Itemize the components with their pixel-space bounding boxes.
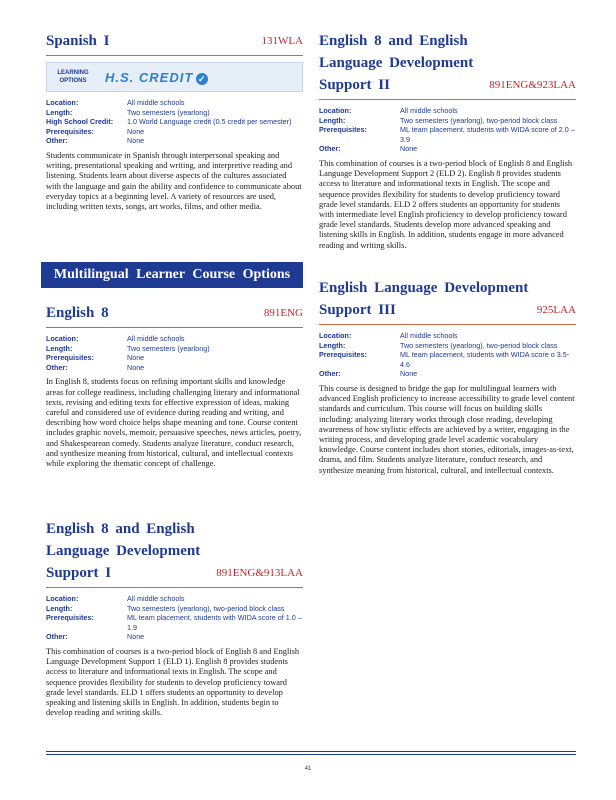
meta-label: Other: [319,369,341,379]
course-description: Students communicate in Spanish through interpersonal speaking and writing, presentational speaking and writing, and interpretive reading and listening. Students learn about diverse aspects of the cultures associated with the language and gain the ability and confidence to communicate about everyday topics at a beginning level. A variety of resources are used, including written texts, songs, art works, films, and other media. [46,150,302,211]
course-header [319,277,576,325]
meta-value: Two semesters (yearlong) [127,343,210,353]
meta-value: All middle schools [127,98,185,107]
meta-label: Location: [46,98,79,107]
course-code: 891ENG&923LAA [489,79,576,91]
meta-label: Length: [46,603,73,613]
meta-label: Other: [46,362,68,372]
course-description: This combination of courses is a two-period block of English 8 and English Language Development Support 1 (ELD 1). English 8 provides students access to literature and informational texts in English. The scope and sequence provides flexibility for students to develop proficiency toward grade level standards. ELD 1 offers students an opportunity to develop speaking and listening skills in English. In addition, students begin to develop reading and writing skills. [46,646,300,718]
course-header [319,30,576,100]
meta-value: None [127,632,145,642]
course-meta [46,334,303,372]
meta-value: None [127,353,145,363]
meta-label: Location: [46,334,79,343]
meta-label: Prerequisites: [46,613,94,623]
meta-value: 1.0 World Language credit (0.5 credit per semester) [127,117,292,127]
meta-value: None [127,126,145,136]
meta-value: Two semesters (yearlong), two-period block class [400,115,558,125]
meta-label: Prerequisites: [319,125,367,135]
course-code: 891ENG&913LAA [216,567,303,579]
meta-value: None [400,144,418,154]
course-eld-1 [46,518,303,718]
course-header [46,302,303,328]
course-spanish-1 [46,30,303,212]
hs-credit-badge [105,70,208,85]
meta-label: Other: [46,136,68,146]
meta-value: All middle schools [400,106,458,115]
meta-value: All middle schools [400,331,458,340]
course-title: English 8 and English Language Development Support II [319,33,474,93]
course-code: 891ENG [263,307,303,319]
meta-label: Prerequisites: [319,350,367,360]
course-eld-2 [319,30,576,251]
learning-options-bar [46,62,303,92]
course-header [46,30,303,56]
meta-value: None [400,369,418,379]
course-title: English 8 [46,305,109,321]
footer-rule [46,754,576,755]
course-english-8 [46,302,303,469]
meta-label: Location: [319,331,352,340]
course-description: This combination of courses is a two-period block of English 8 and English Language Development Support 2 (ELD 2). English 8 provides students access to literature and informational texts in English. The scope and sequence provides flexibility for students to develop proficiency toward grade level standards. ELD 2 offers students an opportunity for students with intermediate level English proficiency to develop proficiency toward grade level standards. Students develop more advanced speaking and listening skills in English. In addition, students engage in more advanced reading and writing skills. [319,158,573,250]
meta-label: Prerequisites: [46,353,94,363]
meta-label: Location: [46,594,79,603]
meta-value: ML team placement, students with WIDA score o 3.5-4.6 [400,350,570,369]
meta-value: All middle schools [127,594,185,603]
meta-value: Two semesters (yearlong) [127,107,210,117]
meta-value: ML team placement, students with WIDA score of 2.0 – 3.9 [400,125,575,144]
meta-label: Length: [46,107,73,117]
credit-check-icon: ✓ [198,73,207,84]
course-meta [46,98,303,146]
course-header [46,518,303,588]
meta-value: None [127,362,145,372]
meta-label: Other: [319,144,341,154]
section-banner: Multilingual Learner Course Options [41,262,303,288]
meta-label: Prerequisites: [46,126,94,136]
footer-rule [46,751,576,752]
meta-label: Length: [319,115,346,125]
hs-credit-label: H.S. CREDIT [105,69,194,85]
meta-value: All middle schools [127,334,185,343]
course-title: Spanish I [46,33,110,49]
course-description: This course is designed to bridge the gap for multilingual learners with advanced English proficiency to increase accessibility to grade level content standards and curriculum. This course will focus on building skills including: analyzing literary works through close reading, developing awareness of how stylistic effects are achieved by a writer, engaging in the writing process, and developing grade level academic vocabulary knowledge. Course content includes short stories, editorials, images-as-text, drama, and film. Students analyze literature, conduct research, and synthesize meaning from historical, cultural, and intellectual contexts. [319,383,575,475]
meta-value: Two semesters (yearlong), two-period block class [400,340,558,350]
meta-value: Two semesters (yearlong), two-period block class [127,603,285,613]
meta-label: Length: [46,343,73,353]
page-number: 41 [304,766,312,772]
course-code: 925LAA [536,304,576,316]
course-title: English Language Development Support III [319,280,529,318]
course-meta [319,331,576,379]
meta-value: ML team placement, students with WIDA score of 1.0 – 1.9 [127,613,302,632]
course-title: English 8 and English Language Development Support I [46,521,201,581]
meta-label: Location: [319,106,352,115]
meta-label: Other: [46,632,68,642]
meta-label: Length: [319,340,346,350]
course-meta [319,106,576,154]
course-description: In English 8, students focus on refining important skills and knowledge areas for college readiness, including challenging literary and informational texts, revising and editing texts for effective expression of ideas, making careful and considered use of evidence during reading and writing, and describing how word choice helps shape meaning and tone. Course content includes graphic novels, memoir, persuasive speeches, news articles, poetry, and Shakespearean comedy. Students analyze literature, conduct research, and synthesize meaning from historical, cultural, and intellectual contexts while exploring the thematic concept of challenge. [46,377,302,468]
meta-value: None [127,136,145,146]
learning-options-label: LEARNING OPTIONS [57,70,89,84]
course-meta [46,594,303,642]
meta-label: High School Credit: [46,117,114,127]
course-eld-3 [319,277,576,476]
course-code: 131WLA [261,35,303,47]
